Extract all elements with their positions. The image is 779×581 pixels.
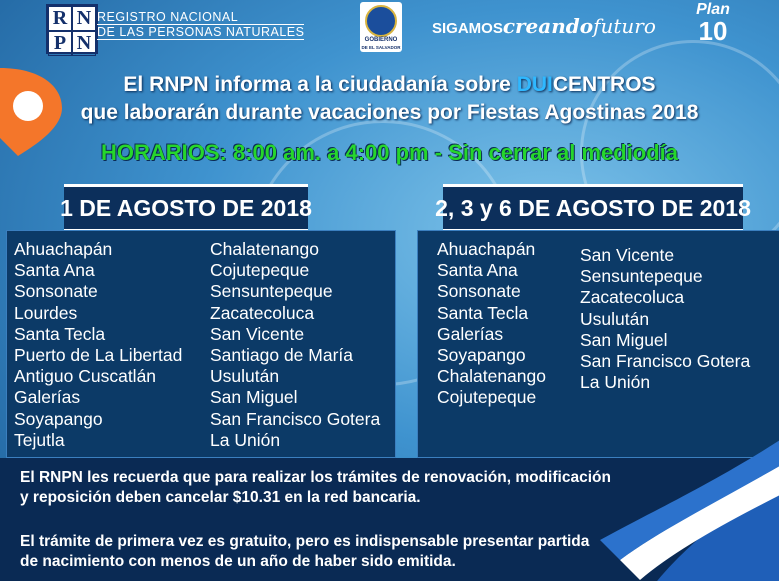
- rnpn-name-line1: REGISTRO NACIONAL: [97, 10, 304, 25]
- location-item: Galerías: [437, 323, 504, 344]
- location-item: Soyapango: [437, 345, 526, 366]
- location-item: Puerto de La Libertad: [14, 345, 183, 366]
- location-item: Ahuachapán: [14, 239, 113, 259]
- location-item: Lourdes: [14, 302, 78, 323]
- location-item: Sensuntepeque: [580, 266, 703, 287]
- fee-note-line1: El RNPN les recuerda que para realizar los trámites de renovación, modificación: [20, 469, 611, 486]
- centros-word: CENTROS: [552, 73, 656, 96]
- rnpn-letter: N: [72, 31, 96, 56]
- left-locations-panel: [6, 230, 396, 458]
- location-item: San Vicente: [580, 245, 675, 265]
- right-locations-panel: [417, 230, 779, 458]
- seal-emblem: [365, 5, 397, 37]
- right-date-heading: 2, 3 y 6 DE AGOSTO DE 2018: [443, 184, 743, 232]
- right-col1: [437, 239, 546, 409]
- right-col2: [580, 245, 750, 393]
- location-item: San Francisco Gotera: [210, 408, 381, 429]
- slogan: [432, 14, 656, 38]
- location-item: Sonsonate: [437, 281, 521, 302]
- location-item: Santa Tecla: [14, 323, 106, 344]
- location-item: Chalatenango: [210, 239, 319, 259]
- government-seal-icon: [360, 2, 402, 52]
- plan-label: Plan: [696, 1, 730, 18]
- rnpn-letter: N: [72, 6, 96, 31]
- location-item: Tejutla: [14, 429, 65, 450]
- location-item: Sensuntepeque: [210, 281, 333, 302]
- title-line1: [0, 73, 779, 97]
- location-item: San Miguel: [210, 387, 298, 408]
- horarios-text: HORARIOS: 8:00 am. a 4:00 pm - Sin cerrar al mediodía: [100, 140, 679, 165]
- dui-word: DUI: [516, 73, 553, 96]
- location-item: Santiago de María: [210, 345, 354, 366]
- gov-label-line1: GOBIERNO: [364, 37, 398, 43]
- location-item: Sonsonate: [14, 281, 98, 302]
- location-item: Zacatecoluca: [210, 302, 315, 323]
- location-item: Santa Ana: [437, 260, 518, 281]
- plan-10-logo: [682, 2, 744, 50]
- location-item: Santa Ana: [14, 260, 95, 281]
- location-item: Usulután: [580, 308, 650, 329]
- location-item: Cojutepeque: [210, 260, 310, 281]
- left-col2: [210, 239, 380, 451]
- location-item: Antiguo Cuscatlán: [14, 366, 157, 387]
- title-text: El RNPN informa a la ciudadanía sobre: [123, 73, 511, 96]
- location-item: Santa Tecla: [437, 302, 529, 323]
- location-item: Ahuachapán: [437, 239, 536, 259]
- slogan-part1: SIGAMOS: [432, 20, 503, 37]
- gov-label-line2: DE EL SALVADOR: [361, 45, 401, 50]
- location-item: Soyapango: [14, 408, 103, 429]
- location-item: Chalatenango: [437, 366, 546, 387]
- slogan-part2: creando: [502, 14, 594, 38]
- first-time-note: [20, 532, 589, 572]
- slogan-part3: futuro: [593, 14, 656, 38]
- rnpn-name-line2: DE LAS PERSONAS NATURALES: [97, 25, 305, 39]
- location-item: San Miguel: [580, 329, 668, 350]
- location-item: La Unión: [210, 429, 281, 450]
- rnpn-logo: [46, 4, 98, 54]
- fee-note-line2: y reposición deben cancelar $10.31 en la red bancaria.: [20, 489, 421, 506]
- plan-number: 10: [698, 16, 728, 46]
- title-line2: que laborarán durante vacaciones por Fiestas Agostinas 2018: [80, 101, 699, 124]
- first-time-note-line2: de nacimiento con menos de un año de haber sido emitida.: [20, 553, 456, 570]
- rnpn-letter: R: [48, 6, 72, 31]
- rnpn-letter: P: [48, 31, 72, 56]
- first-time-note-line1: El trámite de primera vez es gratuito, pero es indispensable presentar partida: [20, 533, 590, 550]
- left-date-heading: 1 DE AGOSTO DE 2018: [64, 184, 308, 232]
- location-item: Galerías: [14, 387, 81, 408]
- location-item: Zacatecoluca: [580, 287, 685, 308]
- flag-icon: [590, 430, 779, 581]
- location-item: Cojutepeque: [437, 387, 537, 408]
- fee-note: [20, 468, 611, 508]
- left-col1: [14, 239, 182, 451]
- rnpn-name: [97, 10, 304, 40]
- location-item: La Unión: [580, 372, 651, 393]
- location-item: San Francisco Gotera: [580, 351, 751, 372]
- location-item: Usulután: [210, 366, 280, 387]
- header: [0, 0, 779, 58]
- location-item: San Vicente: [210, 323, 305, 344]
